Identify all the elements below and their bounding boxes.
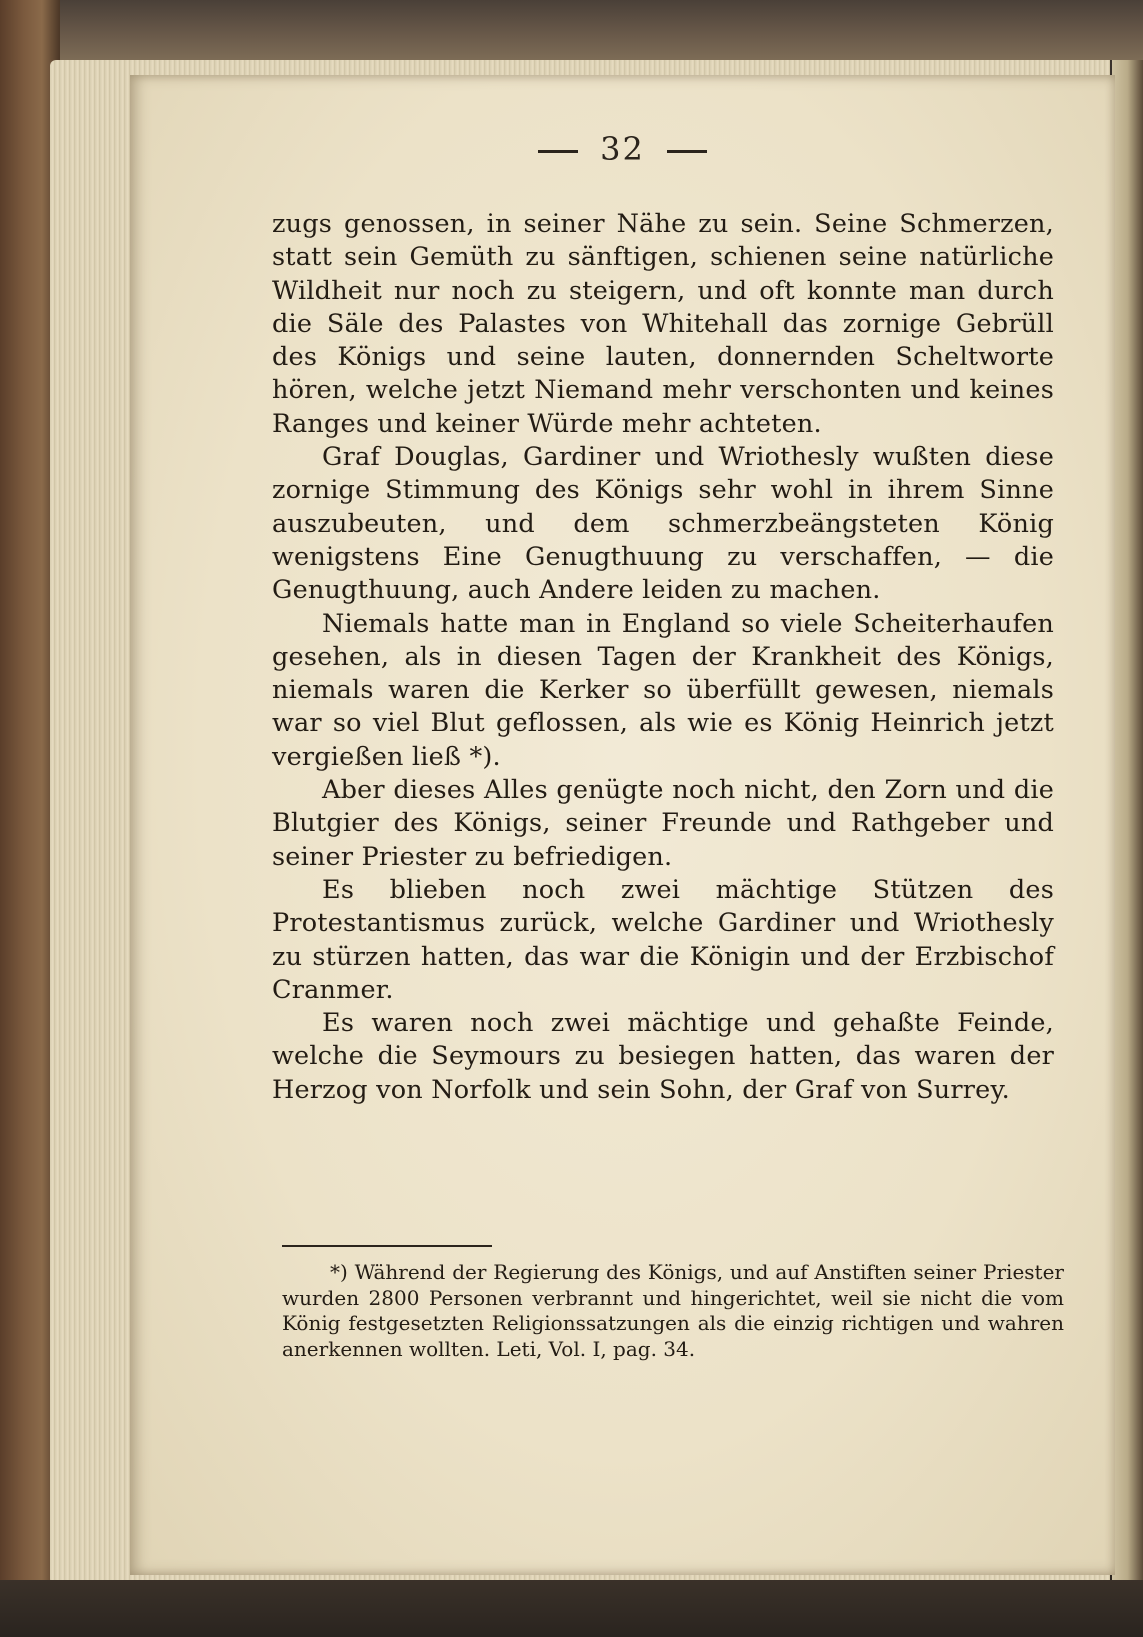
header-dash-right [667, 150, 707, 153]
footnote-text: *) Während der Regierung des Königs, und auf Anstiften seiner Priester wurden 2800 Personen verbrannt und hingerichtet, weil sie nicht die vom König festgesetzten Religionssatzungen als die einzig richtigen und wahren anerkennen wollten. Leti, Vol. I, pag. 34. [282, 1260, 1064, 1361]
page-header [130, 130, 1115, 180]
paragraph-1: zugs genossen, in seiner Nähe zu sein. Seine Schmerzen, statt sein Gemüth zu sänftigen, schienen seine natürliche Wildheit nur noch zu steigern, und oft konnte man durch die Säle des Palastes von Whitehall das zornige Gebrüll des Königs und seine lauten, donnernden Scheltworte hören, welche jetzt Niemand mehr verschonten und keines Ranges und keiner Würde mehr achteten. [272, 209, 1054, 439]
paragraph-5: Es blieben noch zwei mächtige Stützen des Protestantismus zurück, welche Gardiner und Wriothesly zu stürzen hatten, das war die Königin und der Erzbischof Cranmer. [272, 874, 1054, 1005]
paragraph-3: Niemals hatte man in England so viele Scheiterhaufen gesehen, als in diesen Tagen der Krankheit des Königs, niemals waren die Kerker so überfüllt gewesen, niemals war so viel Blut geflossen, als wie es König Heinrich jetzt vergießen ließ *). [272, 608, 1054, 772]
body-text [272, 208, 1054, 1107]
paragraph-6: Es waren noch zwei mächtige und gehaßte Feinde, welche die Seymours zu besiegen hatten, das waren der Herzog von Norfolk und sein Sohn, der Graf von Surrey. [272, 1008, 1054, 1105]
footnote-rule [282, 1245, 492, 1247]
book-cover-top [0, 0, 1143, 60]
book-cover-bottom [0, 1580, 1143, 1637]
header-dash-left [538, 150, 578, 153]
page-right-edge [1112, 60, 1143, 1585]
page-number: 32 [600, 130, 645, 168]
paragraph-4: Aber dieses Alles genügte noch nicht, den Zorn und die Blutgier des Königs, seiner Freunde und Rathgeber und seiner Priester zu befriedigen. [272, 775, 1054, 872]
paragraph-2: Graf Douglas, Gardiner und Wriothesly wußten diese zornige Stimmung des Königs sehr wohl in ihrem Sinne auszubeuten, und dem schmerzbeängsteten König wenigstens Eine Genugthuung zu verschaffen, — die Genugthuung, auch Andere leiden zu machen. [272, 442, 1054, 606]
footnote [282, 1260, 1064, 1362]
